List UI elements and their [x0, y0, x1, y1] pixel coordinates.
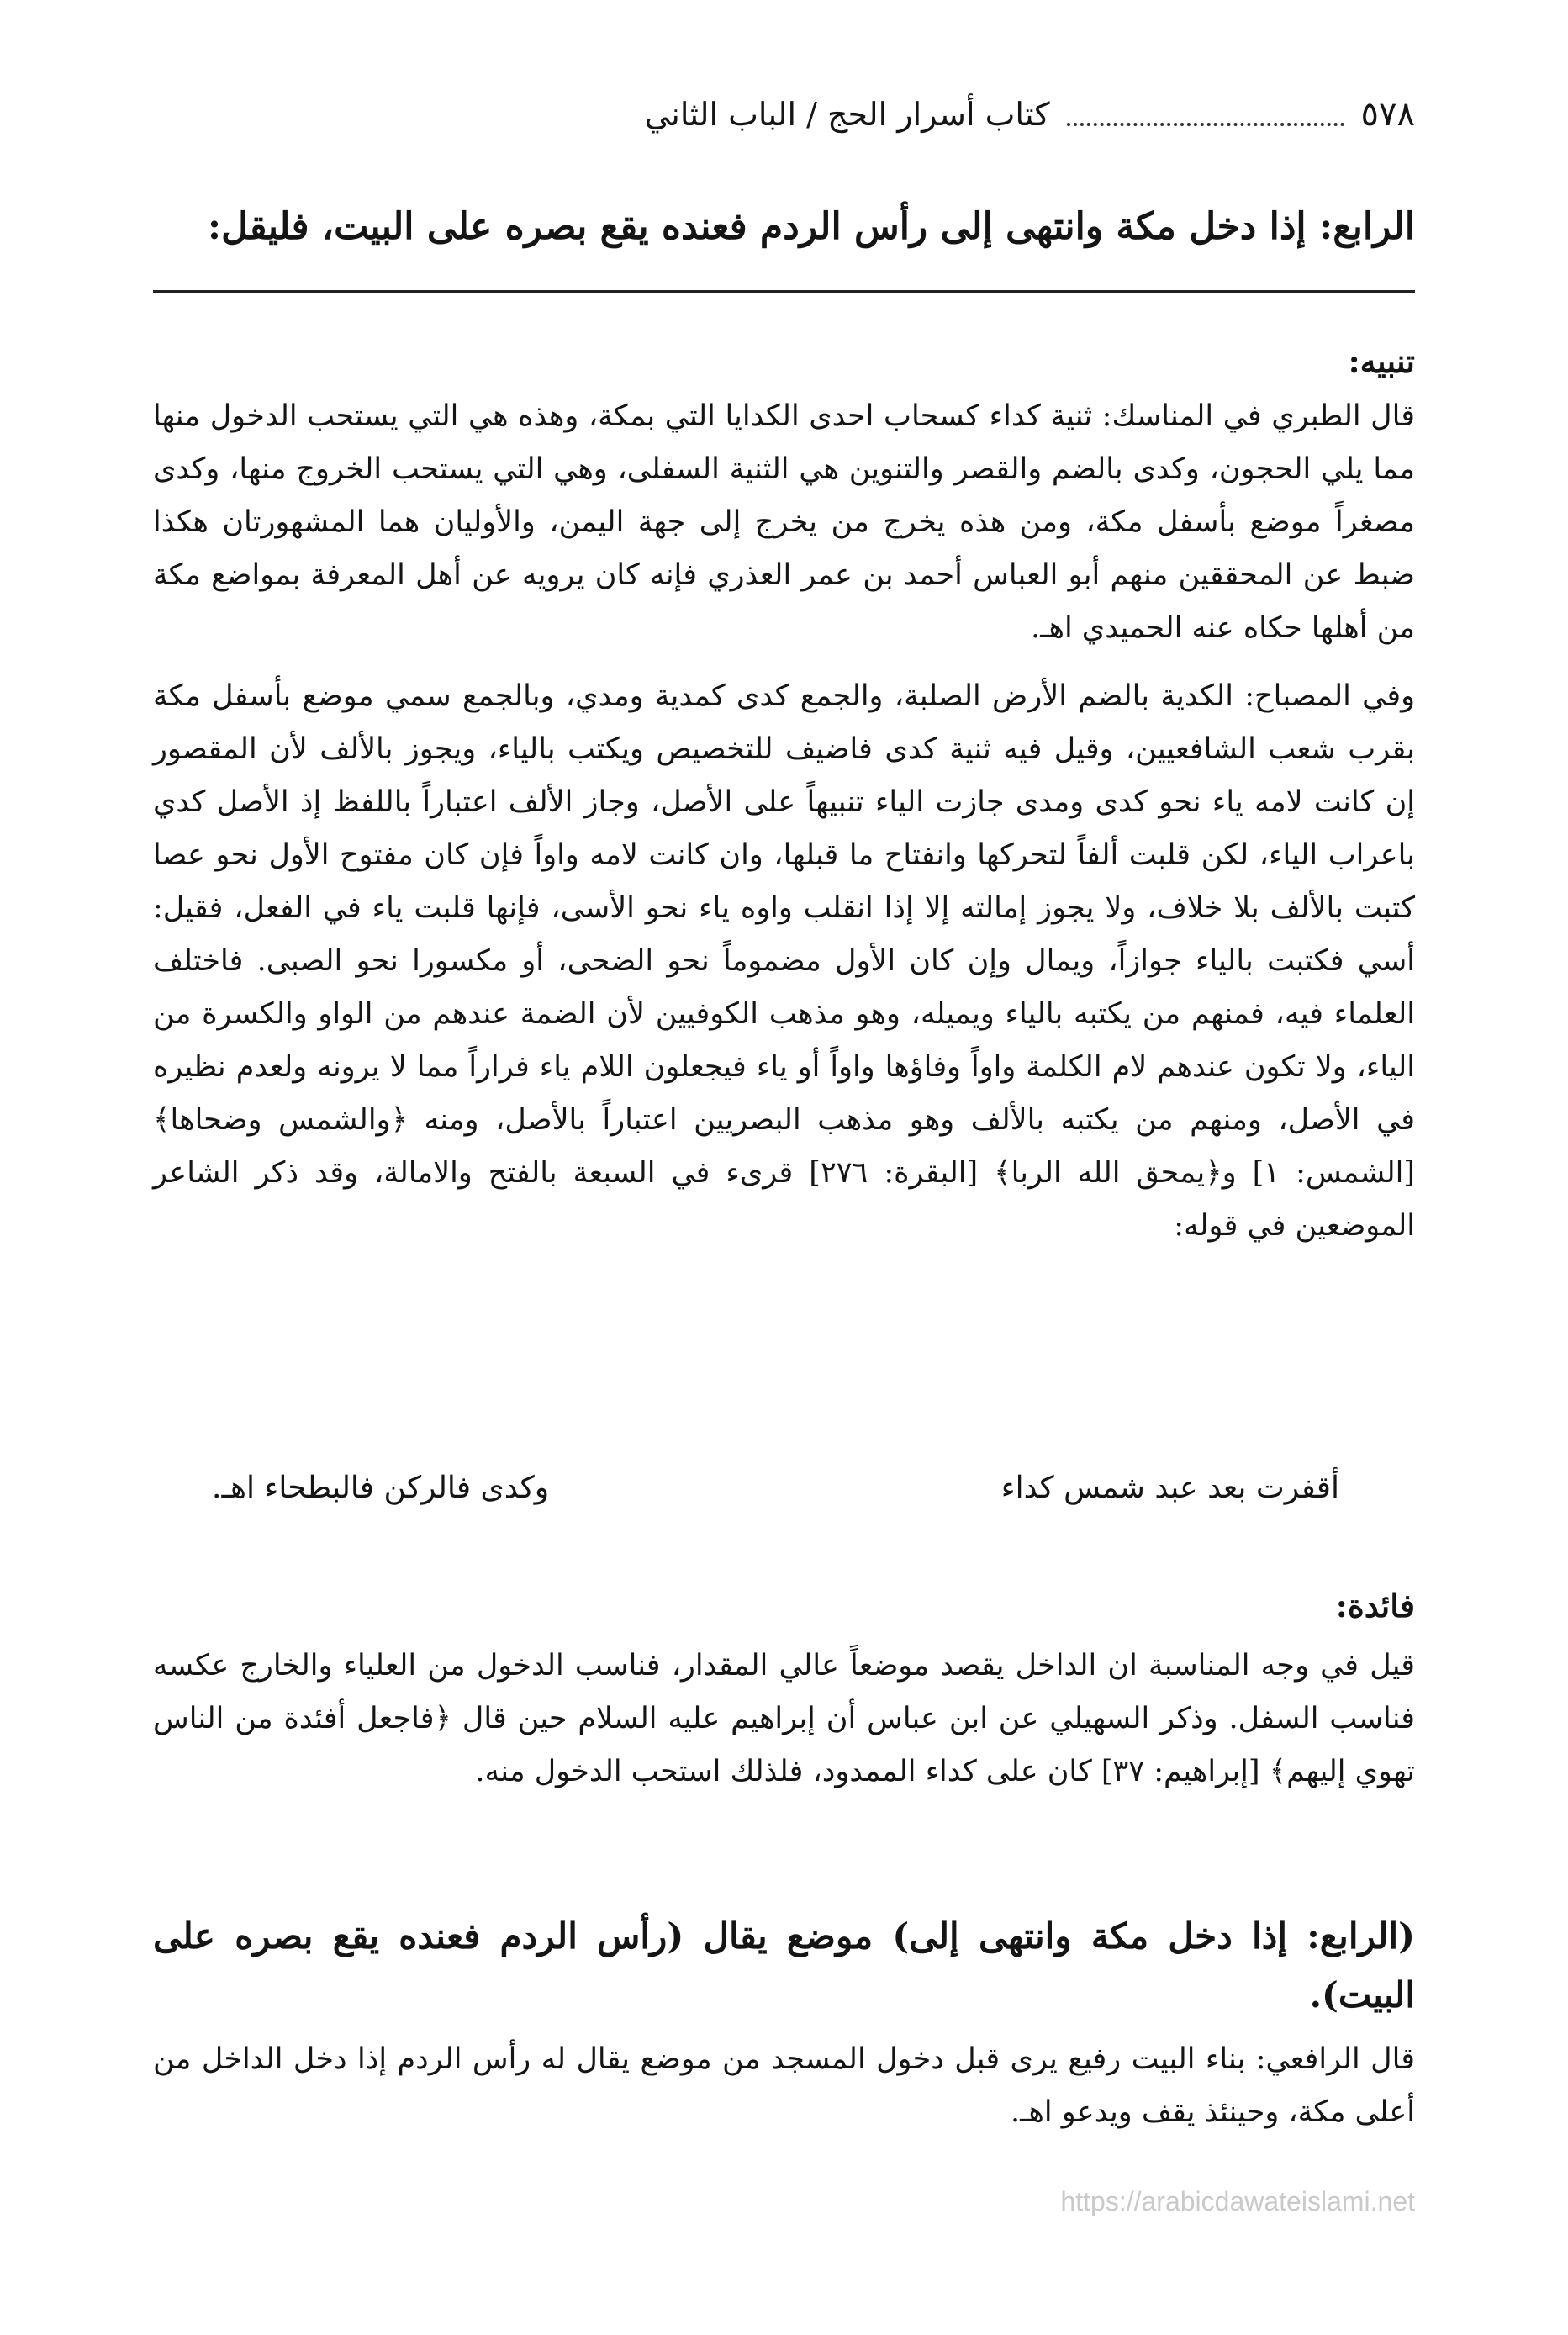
tanbih-paragraph-1: قال الطبري في المناسك: ثنية كداء كسحاب احدى الكدايا التي بمكة، وهذه هي التي يستحب الدخول منها مما يلي الحجون، وكدى بالضم والقصر والتنوين هي الثنية السفلى، وهي التي يستحب الخروج منها، وكدى مصغراً موضع بأسفل مكة، ومن هذه يخرج من يخرج إلى جهة اليمن، والأوليان هما المشهورتان هكذا ضبط عن المحققين منهم أبو العباس أحمد بن عمر العذري فإنه كان يرويه عن أهل المعرفة بمواضع مكة من أهلها حكاه عنه الحميدي اهـ. — [153, 399, 1415, 645]
running-header — [153, 87, 1415, 141]
book-title: كتاب أسرار الحج / الباب الثاني — [644, 96, 1050, 133]
section-four-text: (الرابع: إذا دخل مكة وانتهى إلى) موضع يقال (رأس الردم فعنده يقع بصره على البيت). — [153, 1915, 1415, 2015]
leader-dots — [1067, 114, 1344, 126]
tanbih-heading: تنبيه: — [1348, 342, 1415, 380]
faida-heading: فائدة: — [1335, 1587, 1415, 1624]
watermark-url: https://arabicdawateislami.net — [1060, 2186, 1415, 2216]
header-rule — [153, 290, 1415, 293]
faida-paragraph: قيل في وجه المناسبة ان الداخل يقصد موضعاً عالي المقدار، فناسب الدخول من العلياء والخارج عكسه فناسب السفل. وذكر السهيلي عن ابن عباس أن إبراهيم عليه السلام حين قال ﴿فاجعل أفئدة من الناس تهوي إليهم﴾ [إبراهيم: ٣٧] كان على كداء الممدود، فلذلك استحب الدخول منه. — [153, 1649, 1415, 1788]
tanbih-paragraph-2: وفي المصباح: الكدية بالضم الأرض الصلبة، والجمع كدى كمدية ومدي، وبالجمع سمي موضع بأسفل مكة بقرب شعب الشافعيين، وقيل فيه ثنية كدى فاضيف للتخصيص ويكتب بالياء، ويجوز بالألف لأن المقصور إن كانت لامه ياء نحو كدى ومدى جازت الياء تنبيهاً على الأصل، وجاز الألف اعتباراً باللفظ إذ الأصل كدي باعراب الياء، لكن قلبت ألفاً لتحركها وانفتاح ما قبلها، وان كانت لامه واواً فإن كان مفتوح الأول نحو عصا كتبت بالألف بلا خلاف، ولا يجوز إمالته إلا إذا انقلب واوه ياء نحو الأسى، فإنها قلبت ياء في الفعل، فقيل: أسي فكتبت بالياء جوازاً، ويمال وإن كان الأول مضموماً نحو الضحى، أو مكسورا نحو الصبى. فاختلف العلماء فيه، فمنهم من يكتبه بالياء ويميله، وهو مذهب الكوفيين لأن الضمة عندهم من الواو والكسرة من الياء، ولا تكون عندهم لام الكلمة واواً وفاؤها واواً أو ياء فيجعلون اللام ياء فراراً مما لا يرونه ولعدم نظيره في الأصل، ومنهم من يكتبه بالألف وهو مذهب البصريين اعتباراً بالأصل، ومنه ﴿والشمس وضحاها﴾ [الشمس: ١] و﴿يمحق الله الربا﴾ [البقرة: ٢٧٦] قرىء في السبعة بالفتح والامالة، وقد ذكر الشاعر الموضعين في قوله: — [153, 679, 1416, 1243]
poetry-verse — [153, 1459, 1415, 1518]
rafii-section — [153, 2033, 1415, 2139]
section-headline: الرابع: إذا دخل مكة وانتهى إلى رأس الردم فعنده يقع بصره على البيت، فليقل: — [207, 205, 1415, 248]
tanbih-section — [153, 336, 1415, 1253]
verse-hemistich-1: أقفرت بعد عبد شمس كداء — [1000, 1471, 1339, 1505]
section-four — [153, 1907, 1415, 2025]
verse-hemistich-2: وكدى فالركن فالبطحاء اهـ. — [212, 1471, 550, 1505]
faida-section — [153, 1581, 1415, 1799]
rafii-paragraph: قال الرافعي: بناء البيت رفيع يرى قبل دخول المسجد من موضع يقال له رأس الردم إذا دخل الداخل من أعلى مكة، وحينئذ يقف ويدعو اهـ. — [153, 2042, 1415, 2129]
page-number: ٥٧٨ — [1360, 95, 1415, 134]
